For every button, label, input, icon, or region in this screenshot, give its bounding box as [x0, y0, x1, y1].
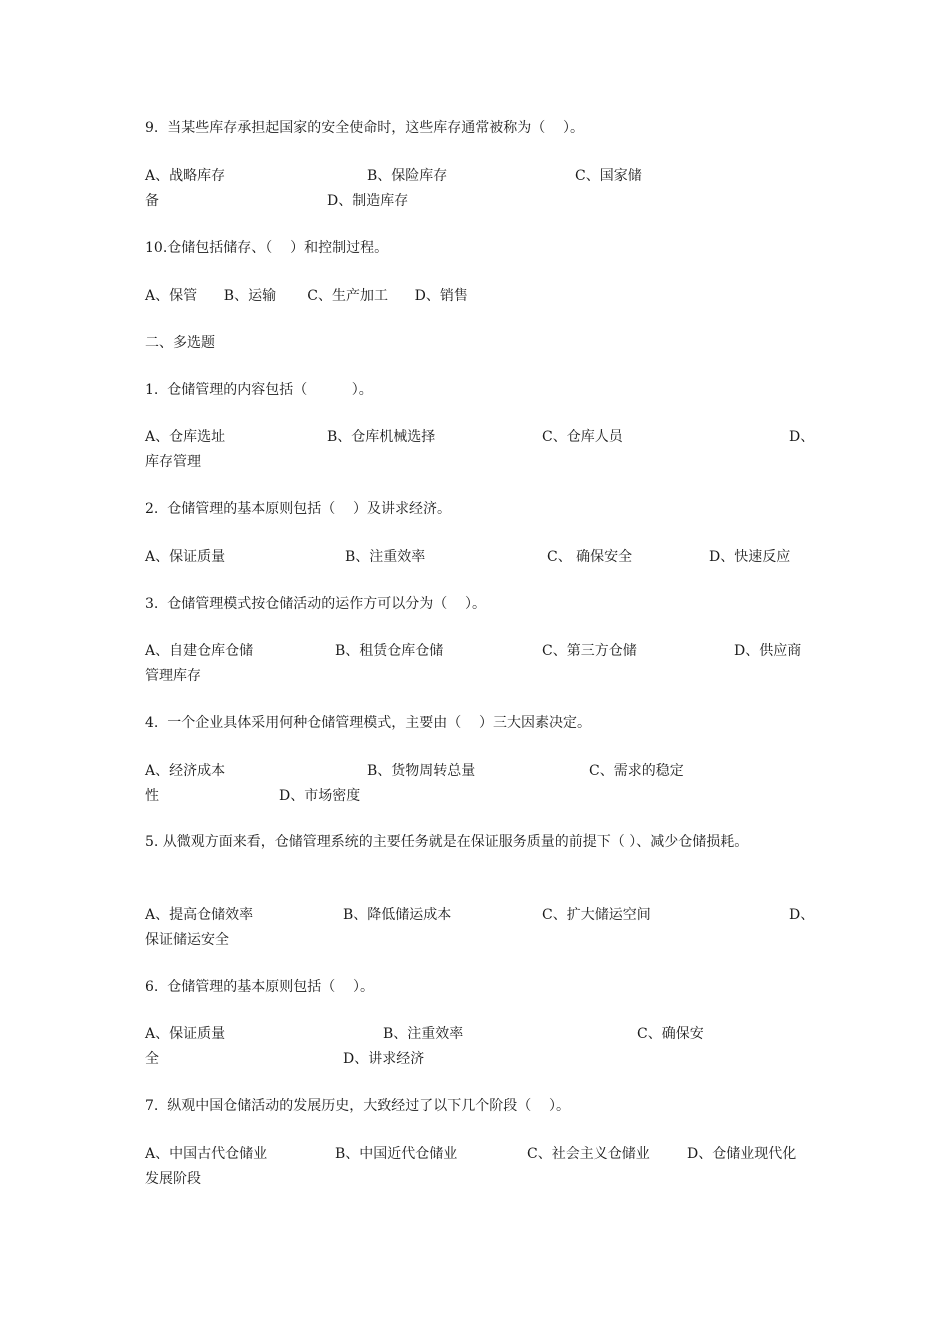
m2-option-a: A、保证质量: [145, 549, 226, 565]
q10-options: A、保管 B、运输 C、生产加工 D、销售: [145, 288, 468, 304]
m6-option-b: B、注重效率: [383, 1026, 464, 1042]
m6-option-c: C、确保安: [637, 1026, 704, 1042]
q9-option-b: B、保险库存: [367, 168, 448, 184]
question-m2: 2. 仓储管理的基本原则包括（ ）及讲求经济。: [145, 501, 452, 517]
m7-option-a: A、中国古代仓储业: [145, 1146, 268, 1162]
m4-option-a: A、经济成本: [145, 763, 226, 779]
section-title-multiple-choice: 二、多选题: [145, 335, 215, 351]
m4-option-b: B、货物周转总量: [367, 763, 476, 779]
m3-option-a: A、自建仓库仓储: [145, 643, 254, 659]
m4-option-c-continued: 性: [145, 788, 159, 804]
m5-option-a: A、提高仓储效率: [145, 907, 254, 923]
m1-option-c: C、仓库人员: [542, 429, 623, 445]
q9-option-c: C、国家储: [575, 168, 642, 184]
q9-option-c-continued: 备: [145, 193, 159, 209]
m4-option-c: C、需求的稳定: [589, 763, 684, 779]
m1-option-a: A、仓库选址: [145, 429, 226, 445]
m6-option-d: D、讲求经济: [343, 1051, 425, 1067]
q9-option-d: D、制造库存: [327, 193, 409, 209]
m7-option-d: D、仓储业现代化: [687, 1146, 797, 1162]
m6-option-c-continued: 全: [145, 1051, 159, 1067]
m1-option-d-continued: 库存管理: [145, 454, 201, 470]
m2-option-b: B、注重效率: [345, 549, 426, 565]
question-m1: 1. 仓储管理的内容包括（ ）。: [145, 382, 373, 398]
m5-option-c: C、扩大储运空间: [542, 907, 651, 923]
m2-option-c: C、 确保安全: [547, 549, 633, 565]
m2-option-d: D、快速反应: [709, 549, 791, 565]
m3-option-d: D、供应商: [734, 643, 802, 659]
m1-option-b: B、仓库机械选择: [327, 429, 436, 445]
q9-option-a: A、战略库存: [145, 168, 226, 184]
m7-option-b: B、中国近代仓储业: [335, 1146, 458, 1162]
m1-option-d: D、: [789, 429, 815, 445]
m4-option-d: D、市场密度: [279, 788, 361, 804]
m5-option-b: B、降低储运成本: [343, 907, 452, 923]
m3-option-c: C、第三方仓储: [542, 643, 637, 659]
m7-option-c: C、社会主义仓储业: [527, 1146, 650, 1162]
question-m5: 5. 从微观方面来看，仓储管理系统的主要任务就是在保证服务质量的前提下（ ）、减少仓储损耗。: [145, 834, 749, 850]
m5-option-d: D、: [789, 907, 815, 923]
m5-option-d-continued: 保证储运安全: [145, 932, 229, 948]
document-page: [145, 0, 815, 1344]
m3-option-b: B、租赁仓库仓储: [335, 643, 444, 659]
question-m3: 3. 仓储管理模式按仓储活动的运作方可以分为（ ）。: [145, 596, 487, 612]
question-m7: 7. 纵观中国仓储活动的发展历史，大致经过了以下几个阶段（ ）。: [145, 1098, 571, 1114]
question-m4: 4. 一个企业具体采用何种仓储管理模式，主要由（ ）三大因素决定。: [145, 715, 592, 731]
question-m6: 6. 仓储管理的基本原则包括（ ）。: [145, 979, 375, 995]
m6-option-a: A、保证质量: [145, 1026, 226, 1042]
question-10: 10.仓储包括储存、（ ）和控制过程。: [145, 240, 389, 256]
question-9: 9. 当某些库存承担起国家的安全使命时，这些库存通常被称为（ ）。: [145, 120, 585, 136]
m3-option-d-continued: 管理库存: [145, 668, 201, 684]
m7-option-d-continued: 发展阶段: [145, 1171, 201, 1187]
